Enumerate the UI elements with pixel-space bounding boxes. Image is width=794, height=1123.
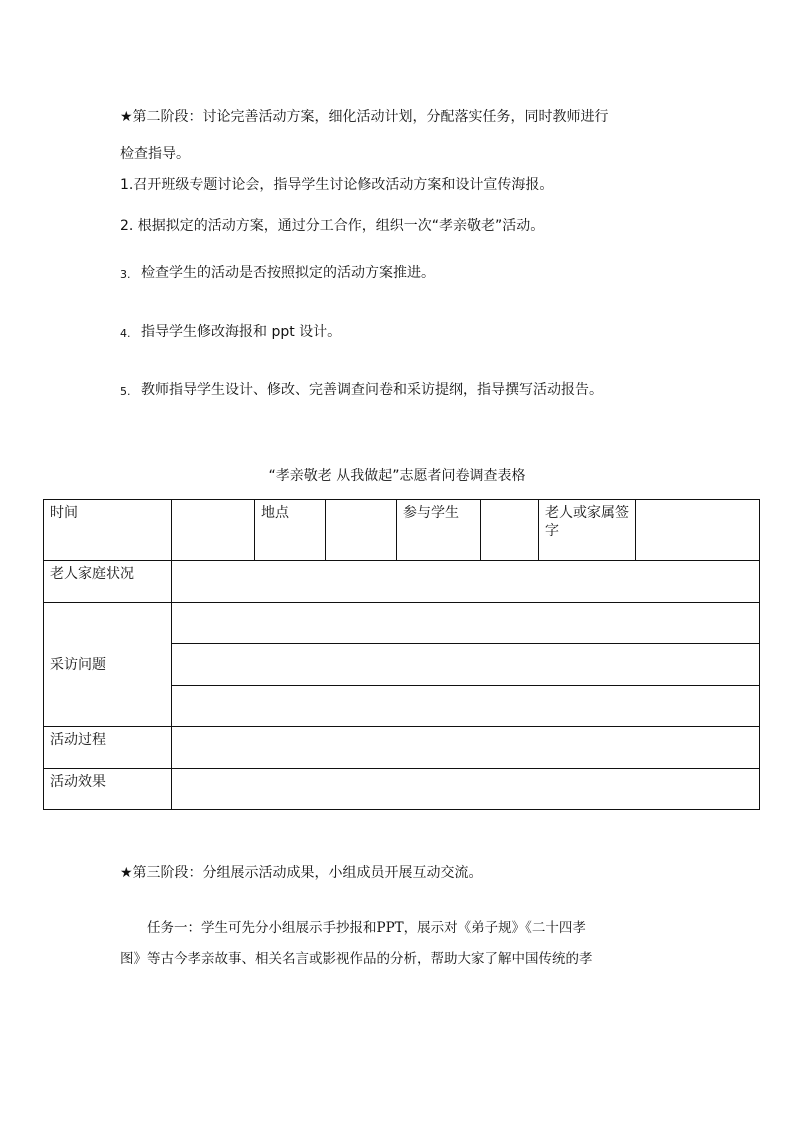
stage2-item-5-number: 5. (120, 385, 131, 398)
effect-label: 活动效果 (44, 769, 172, 810)
place-cell[interactable] (326, 500, 397, 561)
stage3-heading: ★第三阶段：分组展示活动成果，小组成员开展互动交流。 (120, 865, 483, 881)
time-label: 时间 (44, 500, 172, 561)
task1-line-2: 图》等古今孝亲故事、相关名言或影视作品的分析，帮助大家了解中国传统的孝 (120, 951, 593, 967)
stage2-item-1: 1.召开班级专题讨论会，指导学生讨论修改活动方案和设计宣传海报。 (120, 177, 554, 193)
table-row (44, 561, 760, 603)
stage2-item-5-text: 教师指导学生设计、修改、完善调查问卷和采访提纲，指导撰写活动报告。 (141, 382, 603, 398)
questions-label: 采访问题 (44, 603, 172, 727)
signature-cell[interactable] (636, 500, 760, 561)
table-row (44, 727, 760, 769)
stage2-item-3-text: 检查学生的活动是否按照拟定的活动方案推进。 (141, 265, 435, 281)
process-label: 活动过程 (44, 727, 172, 769)
task1-line-1: 任务一：学生可先分小组展示手抄报和PPT，展示对《弟子规》《二十四孝 (147, 920, 586, 936)
question-cell-2[interactable] (172, 644, 760, 686)
stage2-item-2: 2. 根据拟定的活动方案，通过分工合作，组织一次“孝亲敬老”活动。 (120, 218, 545, 234)
table-row (44, 769, 760, 810)
family-label: 老人家庭状况 (44, 561, 172, 603)
signature-label: 老人或家属签字 (539, 500, 636, 561)
process-cell[interactable] (172, 727, 760, 769)
table-row (44, 500, 760, 561)
stage2-item-3-number: 3. (120, 268, 131, 281)
time-cell[interactable] (172, 500, 255, 561)
question-cell-3[interactable] (172, 686, 760, 727)
table-row (44, 603, 760, 644)
survey-table-title: “孝亲敬老 从我做起”志愿者问卷调查表格 (268, 468, 526, 484)
place-label: 地点 (255, 500, 326, 561)
stage2-item-4-text: 指导学生修改海报和 ppt 设计。 (141, 324, 342, 340)
question-cell-1[interactable] (172, 603, 760, 644)
family-cell[interactable] (172, 561, 760, 603)
survey-table (43, 499, 760, 810)
students-cell[interactable] (481, 500, 539, 561)
stage2-heading-line1: ★第二阶段：讨论完善活动方案，细化活动计划，分配落实任务，同时教师进行 (120, 109, 609, 125)
effect-cell[interactable] (172, 769, 760, 810)
stage2-item-4-number: 4. (120, 327, 131, 340)
stage2-heading-line2: 检查指导。 (120, 146, 190, 162)
students-label: 参与学生 (397, 500, 481, 561)
